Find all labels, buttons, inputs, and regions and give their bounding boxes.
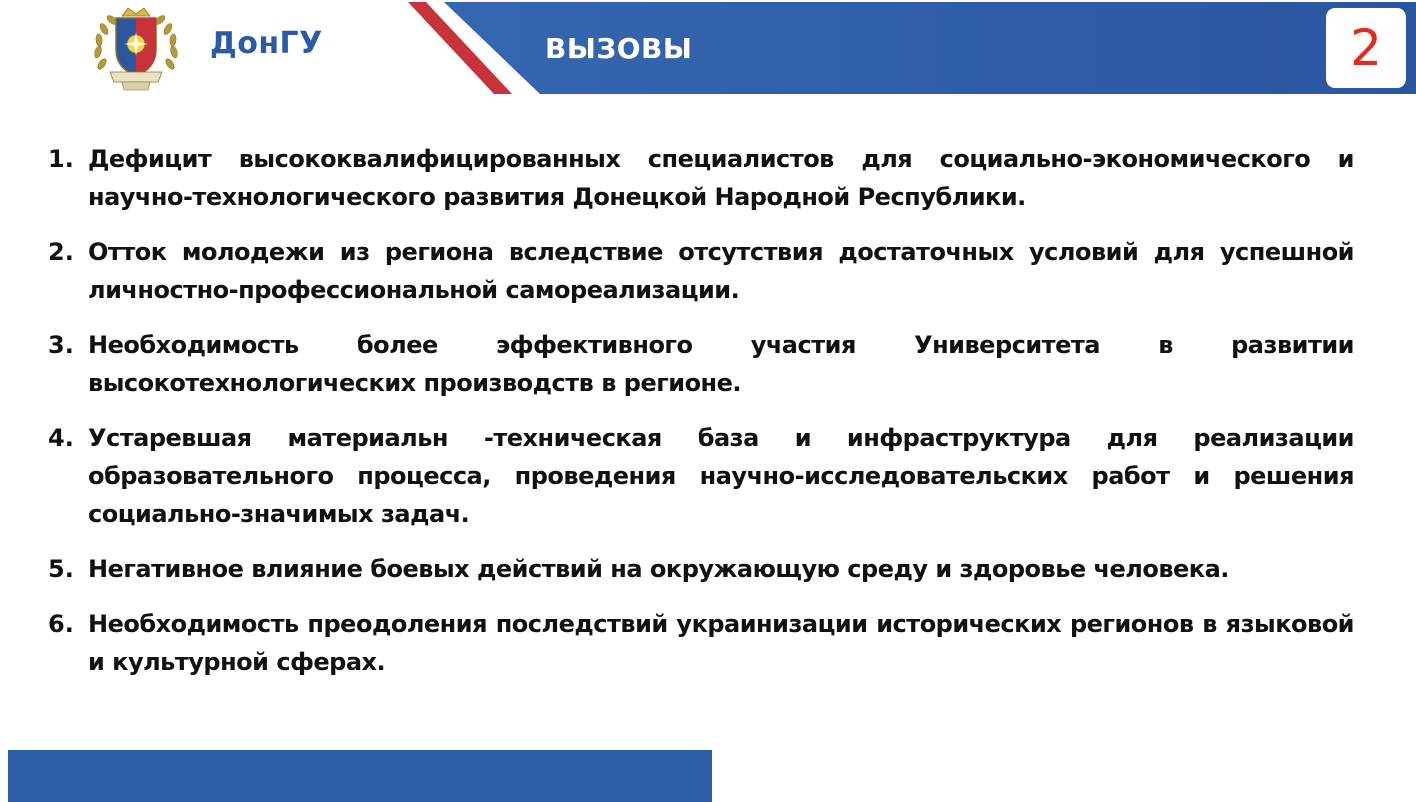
challenge-text: Дефицит высококвалифицированных специалистов для социально-экономического и научно-технологического развития Донецкой Народной Республики.: [88, 145, 1354, 211]
challenge-number: 4.: [48, 424, 74, 452]
challenge-item-4: [48, 419, 1354, 533]
challenge-text: Необходимость более эффективного участия Университета в развитии высокотехнологических производств в регионе.: [88, 331, 1354, 397]
challenge-number: 1.: [48, 145, 74, 173]
page-number: 2: [1350, 19, 1382, 77]
challenge-item-6: [48, 605, 1354, 681]
challenge-text: Негативное влияние боевых действий на окружающую среду и здоровье человека.: [88, 555, 1229, 583]
page-number-badge: [1326, 8, 1406, 88]
slide-title: ВЫЗОВЫ: [545, 32, 693, 65]
university-crest-icon: [88, 2, 184, 94]
challenges-list: [48, 140, 1354, 698]
brand-name: ДонГУ: [210, 26, 323, 61]
challenge-number: 3.: [48, 331, 74, 359]
challenge-text: Отток молодежи из региона вследствие отсутствия достаточных условий для успешной личностно-профессиональной самореализации.: [88, 238, 1354, 304]
challenge-text: Необходимость преодоления последствий украинизации исторических регионов в языковой и культурной сферах.: [88, 610, 1354, 676]
challenge-text: Устаревшая материальн -техническая база и инфраструктура для реализации образовательного процесса, проведения научно-исследовательских работ и решения социально-значимых задач.: [88, 424, 1354, 528]
challenge-number: 5.: [48, 555, 74, 583]
challenge-item-3: [48, 326, 1354, 402]
challenge-item-1: [48, 140, 1354, 216]
footer-bar: [8, 750, 712, 802]
challenge-item-2: [48, 233, 1354, 309]
challenge-item-5: [48, 550, 1354, 588]
challenge-number: 6.: [48, 610, 74, 638]
challenge-number: 2.: [48, 238, 74, 266]
